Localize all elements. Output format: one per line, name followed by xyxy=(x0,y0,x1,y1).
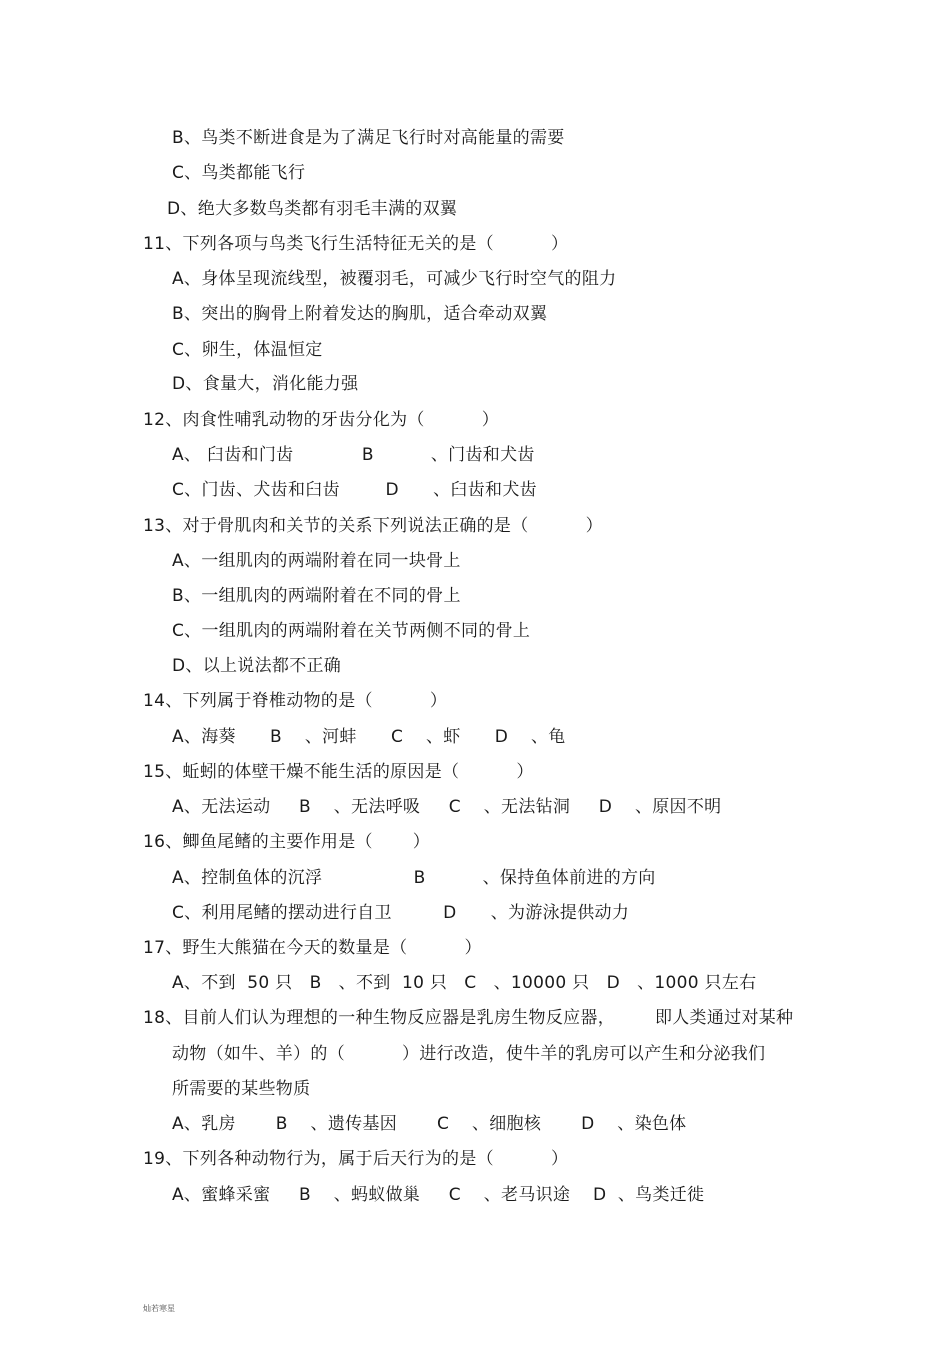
options-q19: A、蜜蜂采蜜 B 、蚂蚁做巢 C 、老马识途 D 、鸟类迁徙 xyxy=(172,1185,705,1205)
options-q18: A、乳房 B 、遗传基因 C 、细胞核 D 、染色体 xyxy=(172,1114,687,1134)
options-cd-q16: C、利用尾鳍的摆动进行自卫 D 、为游泳提供动力 xyxy=(172,903,630,923)
option-d-q11: D、食量大，消化能力强 xyxy=(172,374,359,394)
question-17: 17、野生大熊猫在今天的数量是（ ） xyxy=(143,938,482,958)
options-q15: A、无法运动 B 、无法呼吸 C 、无法钻洞 D 、原因不明 xyxy=(172,797,722,817)
option-b-q11: B、突出的胸骨上附着发达的胸肌，适合牵动双翼 xyxy=(172,304,548,324)
question-15: 15、蚯蚓的体壁干燥不能生活的原因是（ ） xyxy=(143,762,534,782)
question-11: 11、下列各项与鸟类飞行生活特征无关的是（ ） xyxy=(143,234,569,254)
options-ab-q16: A、控制鱼体的沉浮 B 、保持鱼体前进的方向 xyxy=(172,868,656,888)
option-b-q13: B、一组肌肉的两端附着在不同的骨上 xyxy=(172,586,461,606)
question-14: 14、下列属于脊椎动物的是（ ） xyxy=(143,691,448,711)
option-d-q10: D、绝大多数鸟类都有羽毛丰满的双翼 xyxy=(167,199,458,219)
option-c-q13: C、一组肌肉的两端附着在关节两侧不同的骨上 xyxy=(172,621,531,641)
page-footer: 灿若寒星 xyxy=(143,1304,175,1313)
options-q17: A、不到 50 只 B 、不到 10 只 C 、10000 只 D 、1000 只左右 xyxy=(172,973,757,993)
question-12: 12、肉食性哺乳动物的牙齿分化为（ ） xyxy=(143,410,500,430)
question-18-line-2: 动物（如牛、羊）的（ ）进行改造，使牛羊的乳房可以产生和分泌我们 xyxy=(172,1044,766,1064)
question-19: 19、下列各种动物行为，属于后天行为的是（ ） xyxy=(143,1149,569,1169)
options-ab-q12: A、 臼齿和门齿 B 、门齿和犬齿 xyxy=(172,445,535,465)
options-cd-q12: C、门齿、犬齿和臼齿 D 、臼齿和犬齿 xyxy=(172,480,537,500)
options-q14: A、海葵 B 、河蚌 C 、虾 D 、龟 xyxy=(172,727,566,747)
option-a-q13: A、一组肌肉的两端附着在同一块骨上 xyxy=(172,551,461,571)
question-18-line-3: 所需要的某些物质 xyxy=(172,1079,311,1099)
question-18-line-1: 18、目前人们认为理想的一种生物反应器是乳房生物反应器， 即人类通过对某种 xyxy=(143,1008,794,1028)
question-13: 13、对于骨肌肉和关节的关系下列说法正确的是（ ） xyxy=(143,516,603,536)
option-d-q13: D、以上说法都不正确 xyxy=(172,656,342,676)
option-a-q11: A、身体呈现流线型，被覆羽毛，可减少飞行时空气的阻力 xyxy=(172,269,617,289)
option-b-q10: B、鸟类不断进食是为了满足飞行时对高能量的需要 xyxy=(172,128,565,148)
question-16: 16、鲫鱼尾鳍的主要作用是（ ） xyxy=(143,832,431,852)
option-c-q11: C、卵生，体温恒定 xyxy=(172,340,323,360)
option-c-q10: C、鸟类都能飞行 xyxy=(172,163,306,183)
